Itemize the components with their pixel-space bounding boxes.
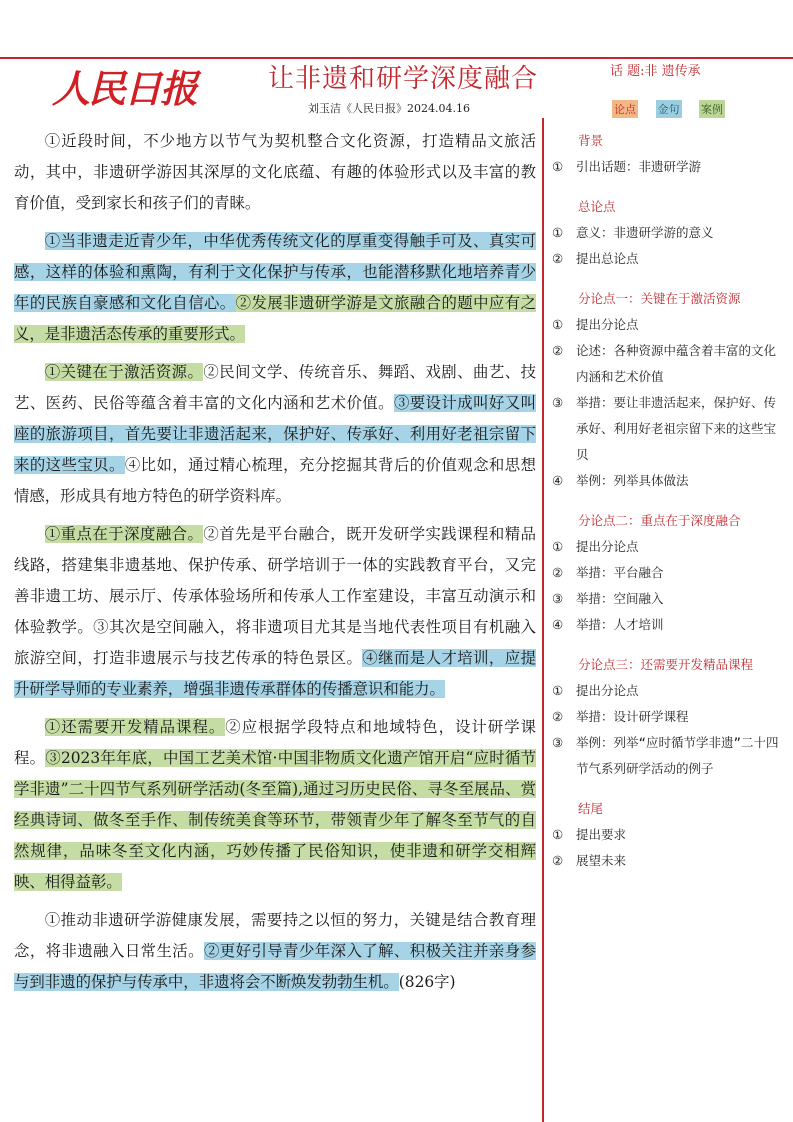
paragraph-1	[14, 126, 536, 219]
p5-anli: ③2023年年底，中国工艺美术馆·中国非物质文化遗产馆开启“应时循节学非遗”二十四节气系列研学活动(冬至篇),通过习历史民俗、寻冬至展品、赏经典诗词、做冬至手作、制传统美食等环节，带领青少年了解冬至节气的自然规律，品味冬至文化内涵，巧妙传播了民俗知识，使非遗和研学交相辉映、相得益彰。	[14, 749, 536, 891]
outline-item: ② 展望未来	[552, 853, 627, 868]
p6-jinju: ②更好引导青少年深入了解、积极关注并亲身参与到非遗的保护与传承中，非遗将会不断焕发勃勃生机。	[14, 942, 536, 991]
p3-example: ④比如，通过精心梳理，充分挖掘其背后的价值观念和思想情感，形成具有地方特色的研学资料库。	[14, 456, 536, 505]
p4-jinju: ④继而是人才培训，应提升研学导师的专业素养，增强非遗传承群体的传播意识和能力。	[14, 649, 536, 698]
word-count: (826字)	[398, 973, 456, 991]
outline-section-title: 背景	[578, 133, 604, 148]
outline-section-title: 分论点一：关键在于激活资源	[578, 291, 741, 306]
article-title: 让非遗和研学深度融合	[268, 64, 539, 94]
outline-item: ② 论述：各种资源中蕴含着丰富的文化内涵和艺术价值	[552, 343, 777, 384]
outline-section-title: 结尾	[578, 801, 604, 816]
p1-text: ①近段时间，不少地方以节气为契机整合文化资源，打造精品文旅活动，其中，非遗研学游因其深厚的文化底蕴、有趣的体验形式以及丰富的教育价值，受到家长和孩子们的青睐。	[14, 132, 536, 212]
p3-text: ②民间文学、传统音乐、舞蹈、戏剧、曲艺、技艺、医药、民俗等蕴含着丰富的文化内涵和艺术价值。	[14, 363, 536, 412]
outline-section-title: 分论点三：还需要开发精品课程	[578, 657, 754, 672]
outline-item: ① 提出分论点	[552, 539, 639, 554]
outline-item: ② 举措：平台融合	[552, 565, 664, 580]
outline-item: ③ 举措：要让非遗活起来，保护好、传承好、利用好老祖宗留下来的这些宝贝	[552, 395, 777, 462]
paragraph-3	[14, 357, 536, 512]
newspaper-logo: 人民日报	[52, 66, 197, 111]
outline-item: ① 提出分论点	[552, 683, 639, 698]
paragraph-6	[14, 905, 536, 998]
column-divider	[542, 118, 544, 1122]
outline-item: ① 引出话题：非遗研学游	[552, 159, 702, 174]
p4-lundian: ①重点在于深度融合。	[44, 525, 204, 543]
paragraph-2	[14, 226, 536, 350]
p2-lundian: ②发展非遗研学游是文旅融合的题中应有之义，是非遗活态传承的重要形式。	[14, 294, 536, 343]
outline-item: ① 提出要求	[552, 827, 627, 842]
legend-jinju: 金句	[656, 100, 682, 118]
outline-item: ③ 举例：列举“应时循节学非遗”二十四节气系列研学活动的例子	[552, 735, 779, 776]
p6-text: ①推动非遗研学游健康发展，需要持之以恒的努力，关键是结合教育理念，将非遗融入日常生活。	[14, 911, 536, 960]
legend-lundian: 论点	[612, 100, 638, 118]
highlight-legend	[612, 100, 739, 118]
outline-item: ④ 举例：列举具体做法	[552, 473, 689, 488]
p5-lundian: ①还需要开发精品课程。	[44, 718, 226, 736]
outline-section-title: 总论点	[578, 199, 616, 214]
article-body	[14, 126, 536, 1005]
topic-label: 话 题:非 遗传承	[610, 64, 701, 79]
legend-anli: 案例	[699, 100, 725, 118]
p3-lundian: ①关键在于激活资源。	[44, 363, 204, 381]
paragraph-4	[14, 519, 536, 705]
p3-jinju: ③要设计成叫好又叫座的旅游项目，首先要让非遗活起来，保护好、传承好、利用好老祖宗留下来的这些宝贝。	[14, 394, 536, 474]
outline-item: ② 提出总论点	[552, 251, 639, 266]
outline-item: ② 举措：设计研学课程	[552, 709, 689, 724]
outline-item: ④ 举措：人才培训	[552, 617, 664, 632]
outline-section-title: 分论点二：重点在于深度融合	[578, 513, 741, 528]
outline-item: ① 意义：非遗研学游的意义	[552, 225, 714, 240]
outline-item: ① 提出分论点	[552, 317, 639, 332]
p4-text: ②首先是平台融合，既开发研学实践课程和精品线路，搭建集非遗基地、保护传承、研学培训于一体的实践教育平台，又完善非遗工坊、展示厅、传承体验场所和传承人工作室建设，丰富互动演示和体验教学。③其次是空间融入，将非遗项目尤其是当地代表性项目有机融入旅游空间，打造非遗展示与技艺传承的特色景区。	[14, 525, 536, 667]
byline: 刘玉洁《人民日报》2024.04.16	[308, 102, 470, 115]
outline-sidebar	[552, 128, 784, 874]
p2-jinju: ①当非遗走近青少年，中华优秀传统文化的厚重变得触手可及、真实可感，这样的体验和熏陶，有利于文化保护与传承，也能潜移默化地培养青少年的民族自豪感和文化自信心。	[14, 232, 536, 312]
paragraph-5	[14, 712, 536, 898]
outline-item: ③ 举措：空间融入	[552, 591, 664, 606]
p5-text: ②应根据学段特点和地域特色，设计研学课程。	[14, 718, 536, 767]
